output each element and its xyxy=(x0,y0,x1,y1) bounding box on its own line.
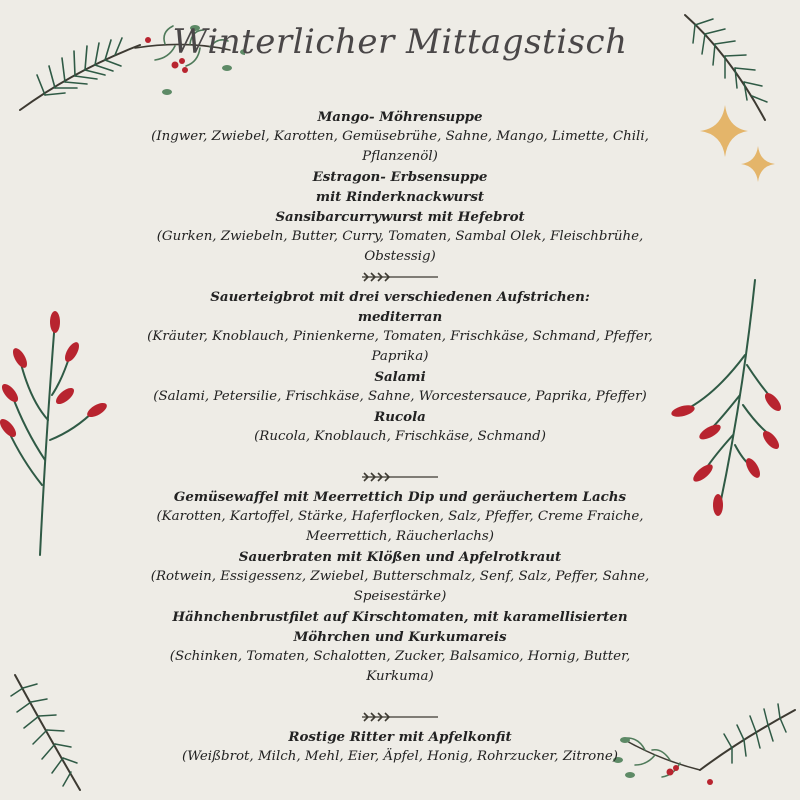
dish-ingredients: (Rucola, Knoblauch, Frischkäse, Schmand) xyxy=(254,429,546,444)
menu-list xyxy=(140,107,660,767)
arrow-divider-icon xyxy=(140,267,660,287)
arrow-divider-icon xyxy=(140,707,660,727)
dish-name: Gemüsewaffel mit Meerrettich Dip und geräuchertem Lachs xyxy=(173,489,627,505)
dish-name: Sauerteigbrot mit drei verschiedenen Aufstrichen: xyxy=(210,289,590,305)
berry-branch-icon xyxy=(665,275,790,525)
dish-name: Rostige Ritter mit Apfelkonfit xyxy=(288,729,512,745)
dish-ingredients: (Gurken, Zwiebeln, Butter, Curry, Tomaten, Sambal Olek, Fleischbrühe, Obstessig) xyxy=(156,229,644,264)
dish-ingredients: (Weißbrot, Milch, Mehl, Eier, Äpfel, Honig, Rohrzucker, Zitrone) xyxy=(181,749,619,764)
dish-name: Estragon- Erbsensuppe xyxy=(312,169,488,185)
dish-ingredients: (Karotten, Kartoffel, Stärke, Haferflocken, Salz, Pfeffer, Creme Fraiche, Meerrettich, Räucherlachs) xyxy=(156,509,644,544)
dish-ingredients: (Rotwein, Essigessenz, Zwiebel, Butterschmalz, Senf, Salz, Peffer, Sahne, Speisestärke) xyxy=(150,569,650,604)
dish-name: Mango- Möhrensuppe xyxy=(317,109,483,125)
dish-ingredients: (Schinken, Tomaten, Schalotten, Zucker, Balsamico, Hornig, Butter, Kurkuma) xyxy=(169,649,631,684)
dish-name: Salami xyxy=(374,369,426,385)
dish-name: mit Rinderknackwurst xyxy=(315,189,485,205)
dish-name: Hähnchenbrustfilet auf Kirschtomaten, mit karamellisierten Möhrchen und Kurkumareis xyxy=(172,609,628,645)
dish-name: Rucola xyxy=(374,409,426,425)
dish-name: Sansibarcurrywurst mit Hefebrot xyxy=(275,209,525,225)
pine-branch-icon xyxy=(5,670,95,795)
dish-name: mediterran xyxy=(357,309,443,325)
sparkle-star-icon xyxy=(690,100,785,190)
berry-branch-icon xyxy=(0,300,115,560)
arrow-divider-icon xyxy=(140,467,660,487)
page-title: Winterlicher Mittagstisch xyxy=(172,22,628,62)
dish-name: Sauerbraten mit Klößen und Apfelrotkraut xyxy=(238,549,562,565)
dish-ingredients: (Kräuter, Knoblauch, Pinienkerne, Tomaten, Frischkäse, Schmand, Pfeffer, Paprika) xyxy=(147,329,653,364)
dish-ingredients: (Salami, Petersilie, Frischkäse, Sahne, Worcestersauce, Paprika, Pfeffer) xyxy=(153,389,647,404)
dish-ingredients: (Ingwer, Zwiebel, Karotten, Gemüsebrühe, Sahne, Mango, Limette, Chili, Pflanzenöl) xyxy=(151,129,649,164)
